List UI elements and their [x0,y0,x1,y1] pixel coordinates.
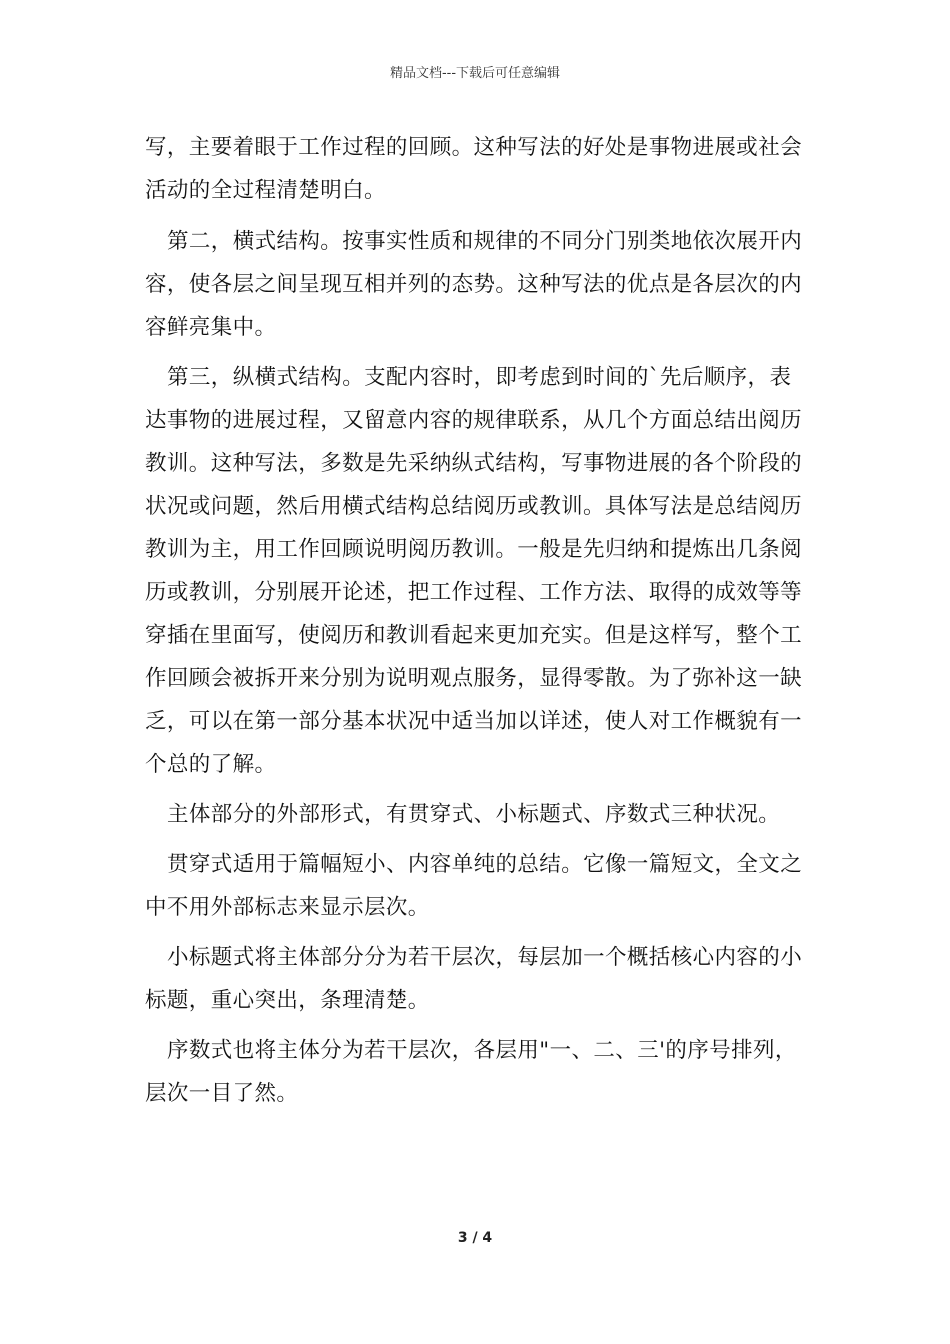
paragraph-horizontal-structure: 第二，横式结构。按事实性质和规律的不同分门别类地依次展开内容，使各层之间呈现互相并列的态势。这种写法的优点是各层次的内容鲜亮集中。 [145,229,803,340]
document-body [145,126,810,1122]
paragraph-continuous-form: 贯穿式适用于篇幅短小、内容单纯的总结。它像一篇短文，全文之中不用外部标志来显示层次。 [145,852,803,920]
paragraph-external-forms: 主体部分的外部形式，有贯穿式、小标题式、序数式三种状况。 [167,802,781,827]
paragraph-continuation: 写，主要着眼于工作过程的回顾。这种写法的好处是事物进展或社会活动的全过程清楚明白。 [145,135,803,203]
page-header: 精品文档---下载后可任意编辑 [389,66,561,81]
page-number: 3 / 4 [457,1230,493,1246]
paragraph-mixed-structure: 第三，纵横式结构。支配内容时，即考虑到时间的`先后顺序，表达事物的进展过程，又留意内容的规律联系，从几个方面总结出阅历教训。这种写法，多数是先采纳纵式结构，写事物进展的各个阶段的状况或问题，然后用横式结构总结阅历或教训。具体写法是总结阅历教训为主，用工作回顾说明阅历教训。一般是先归纳和提炼出几条阅历或教训，分别展开论述，把工作过程、工作方法、取得的成效等等穿插在里面写，使阅历和教训看起来更加充实。但是这样写，整个工作回顾会被拆开来分别为说明观点服务，显得零散。为了弥补这一缺乏，可以在第一部分基本状况中适当加以详述，使人对工作概貌有一个总的了解。 [145,365,803,777]
paragraph-subheading-form: 小标题式将主体部分分为若干层次，每层加一个概括核心内容的小标题，重心突出，条理清楚。 [145,945,803,1013]
paragraph-numbered-form: 序数式也将主体分为若干层次，各层用"一、二、三'的序号排列，层次一目了然。 [145,1038,797,1106]
